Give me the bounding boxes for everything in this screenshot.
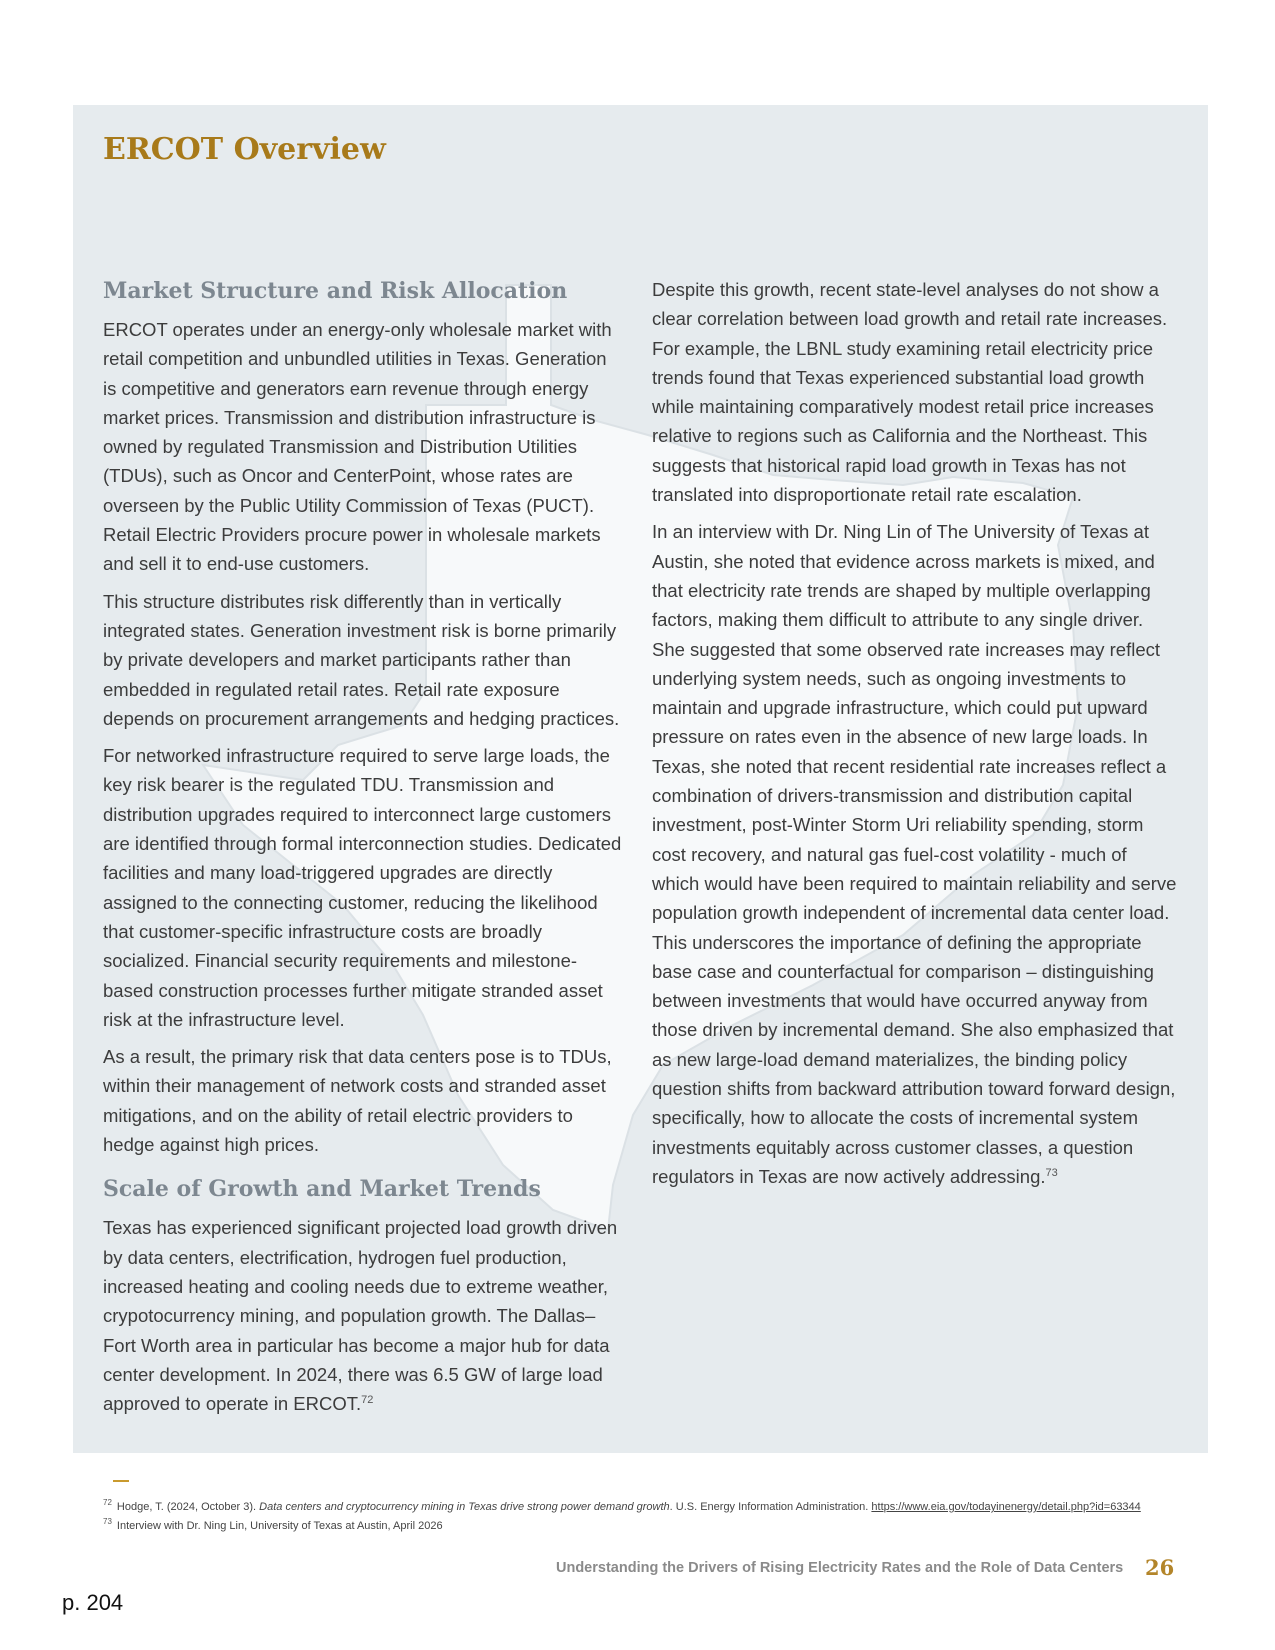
footnote-title: Data centers and cryptocurrency mining in Texas drive strong power demand growth [259,1501,670,1513]
paragraph: As a result, the primary risk that data centers pose is to TDUs, within their management of network costs and stranded asset mitigations, and on the ability of retail electric providers to hedge against high prices. [103,1046,612,1156]
footnote-text: Interview with Dr. Ning Lin, University of Texas at Austin, April 2026 [116,1520,443,1532]
paragraph: This structure distributes risk differently than in vertically integrated states. Generation investment risk is borne primarily by private developers and market participants rather than embedded in regulated retail rates. Retail rate exposure depends on procurement arrangements and hedging practices. [103,590,620,729]
paragraph-text: Texas has experienced significant projected load growth driven by data centers, electrification, hydrogen fuel production, increased heating and cooling needs due to extreme weather, crypotocurrency mining, and population growth. The Dallas–Fort Worth area in particular has become a major hub for data center development. In 2024, there was 6.5 GW of large load approved to operate in ERCOT. [103,1217,618,1415]
page-number: 26 [1145,1555,1175,1580]
footnote-divider [113,1480,129,1482]
left-column [103,275,623,1426]
footnotes [103,1498,1183,1536]
paragraph-text: In an interview with Dr. Ning Lin of The University of Texas at Austin, she noted that evidence across markets is mixed, and that electricity rate trends are shaped by multiple overlapping factors, making them difficult to attribute to any single driver. She suggested that some observed rate increases may reflect underlying system needs, such as ongoing investments to maintain and upgrade infrastructure, which could put upward pressure on rates even in the absence of new large loads. In Texas, she noted that recent residential rate increases reflect a combination of drivers-transmission and distribution capital investment, post-Winter Storm Uri reliability spending, storm cost recovery, and natural gas fuel-cost volatility - much of which would have been required to maintain reliability and serve population growth independent of incremental data center load. This underscores the importance of defining the appropriate base case and counterfactual for comparison – distinguishing between investments that would have occurred anyway from those driven by incremental demand. She also emphasized that as new large-load demand materializes, the binding policy question shifts from backward attribution toward forward design, specifically, how to allocate the costs of incremental system investments equitably across customer classes, a question regulators in Texas are now actively addressing. [652,521,1177,1187]
footnote-number: 73 [103,1517,112,1527]
paragraph: For networked infrastructure required to serve large loads, the key risk bearer is the regulated TDU. Transmission and distribution upgrades required to interconnect large customers are identified through formal interconnection studies. Dedicated facilities and many load-triggered upgrades are directly assigned to the connecting customer, reducing the likelihood that customer-specific infrastructure costs are broadly socialized. Financial security requirements and milestone-based construction processes further mitigate stranded asset risk at the infrastructure level. [103,745,622,1030]
paragraph [103,1213,623,1418]
footnote-number: 72 [103,1498,112,1508]
footnote-72 [103,1498,1183,1517]
right-column [652,275,1177,1199]
footnote-text: . U.S. Energy Information Administration. [669,1501,872,1513]
footnote-73 [103,1517,1183,1536]
footnote-ref-72[interactable]: 72 [361,1393,374,1406]
paragraph: Despite this growth, recent state-level analyses do not show a clear correlation between load growth and retail rate increases. For example, the LBNL study examining retail electricity price trends found that Texas experienced substantial load growth while maintaining comparatively modest retail price increases relative to regions such as California and the Northeast. This suggests that historical rapid load growth in Texas has not translated into disproportionate retail rate escalation. [652,279,1168,506]
section-heading-market-structure: Market Structure and Risk Allocation [103,278,568,304]
footnote-ref-73[interactable]: 73 [1045,1166,1058,1179]
section-heading-scale-of-growth: Scale of Growth and Market Trends [103,1176,541,1203]
footnote-link[interactable]: https://www.eia.gov/todayinenergy/detail.php?id=63344 [871,1501,1141,1513]
paragraph: ERCOT operates under an energy-only wholesale market with retail competition and unbundled utilities in Texas. Generation is competitive and generators earn revenue through energy market prices. Transmission and distribution infrastructure is owned by regulated Transmission and Distribution Utilities (TDUs), such as Oncor and CenterPoint, whose rates are overseen by the Public Utility Commission of Texas (PUCT). Retail Electric Providers procure power in wholesale markets and sell it to end-use customers. [103,319,612,575]
paragraph [652,517,1177,1191]
footnote-text: Hodge, T. (2024, October 3). [116,1501,260,1513]
page-title: ERCOT Overview [103,132,386,167]
page-reference: p. 204 [62,1590,124,1615]
footer-report-title: Understanding the Drivers of Rising Electricity Rates and the Role of Data Centers [556,1560,1124,1576]
